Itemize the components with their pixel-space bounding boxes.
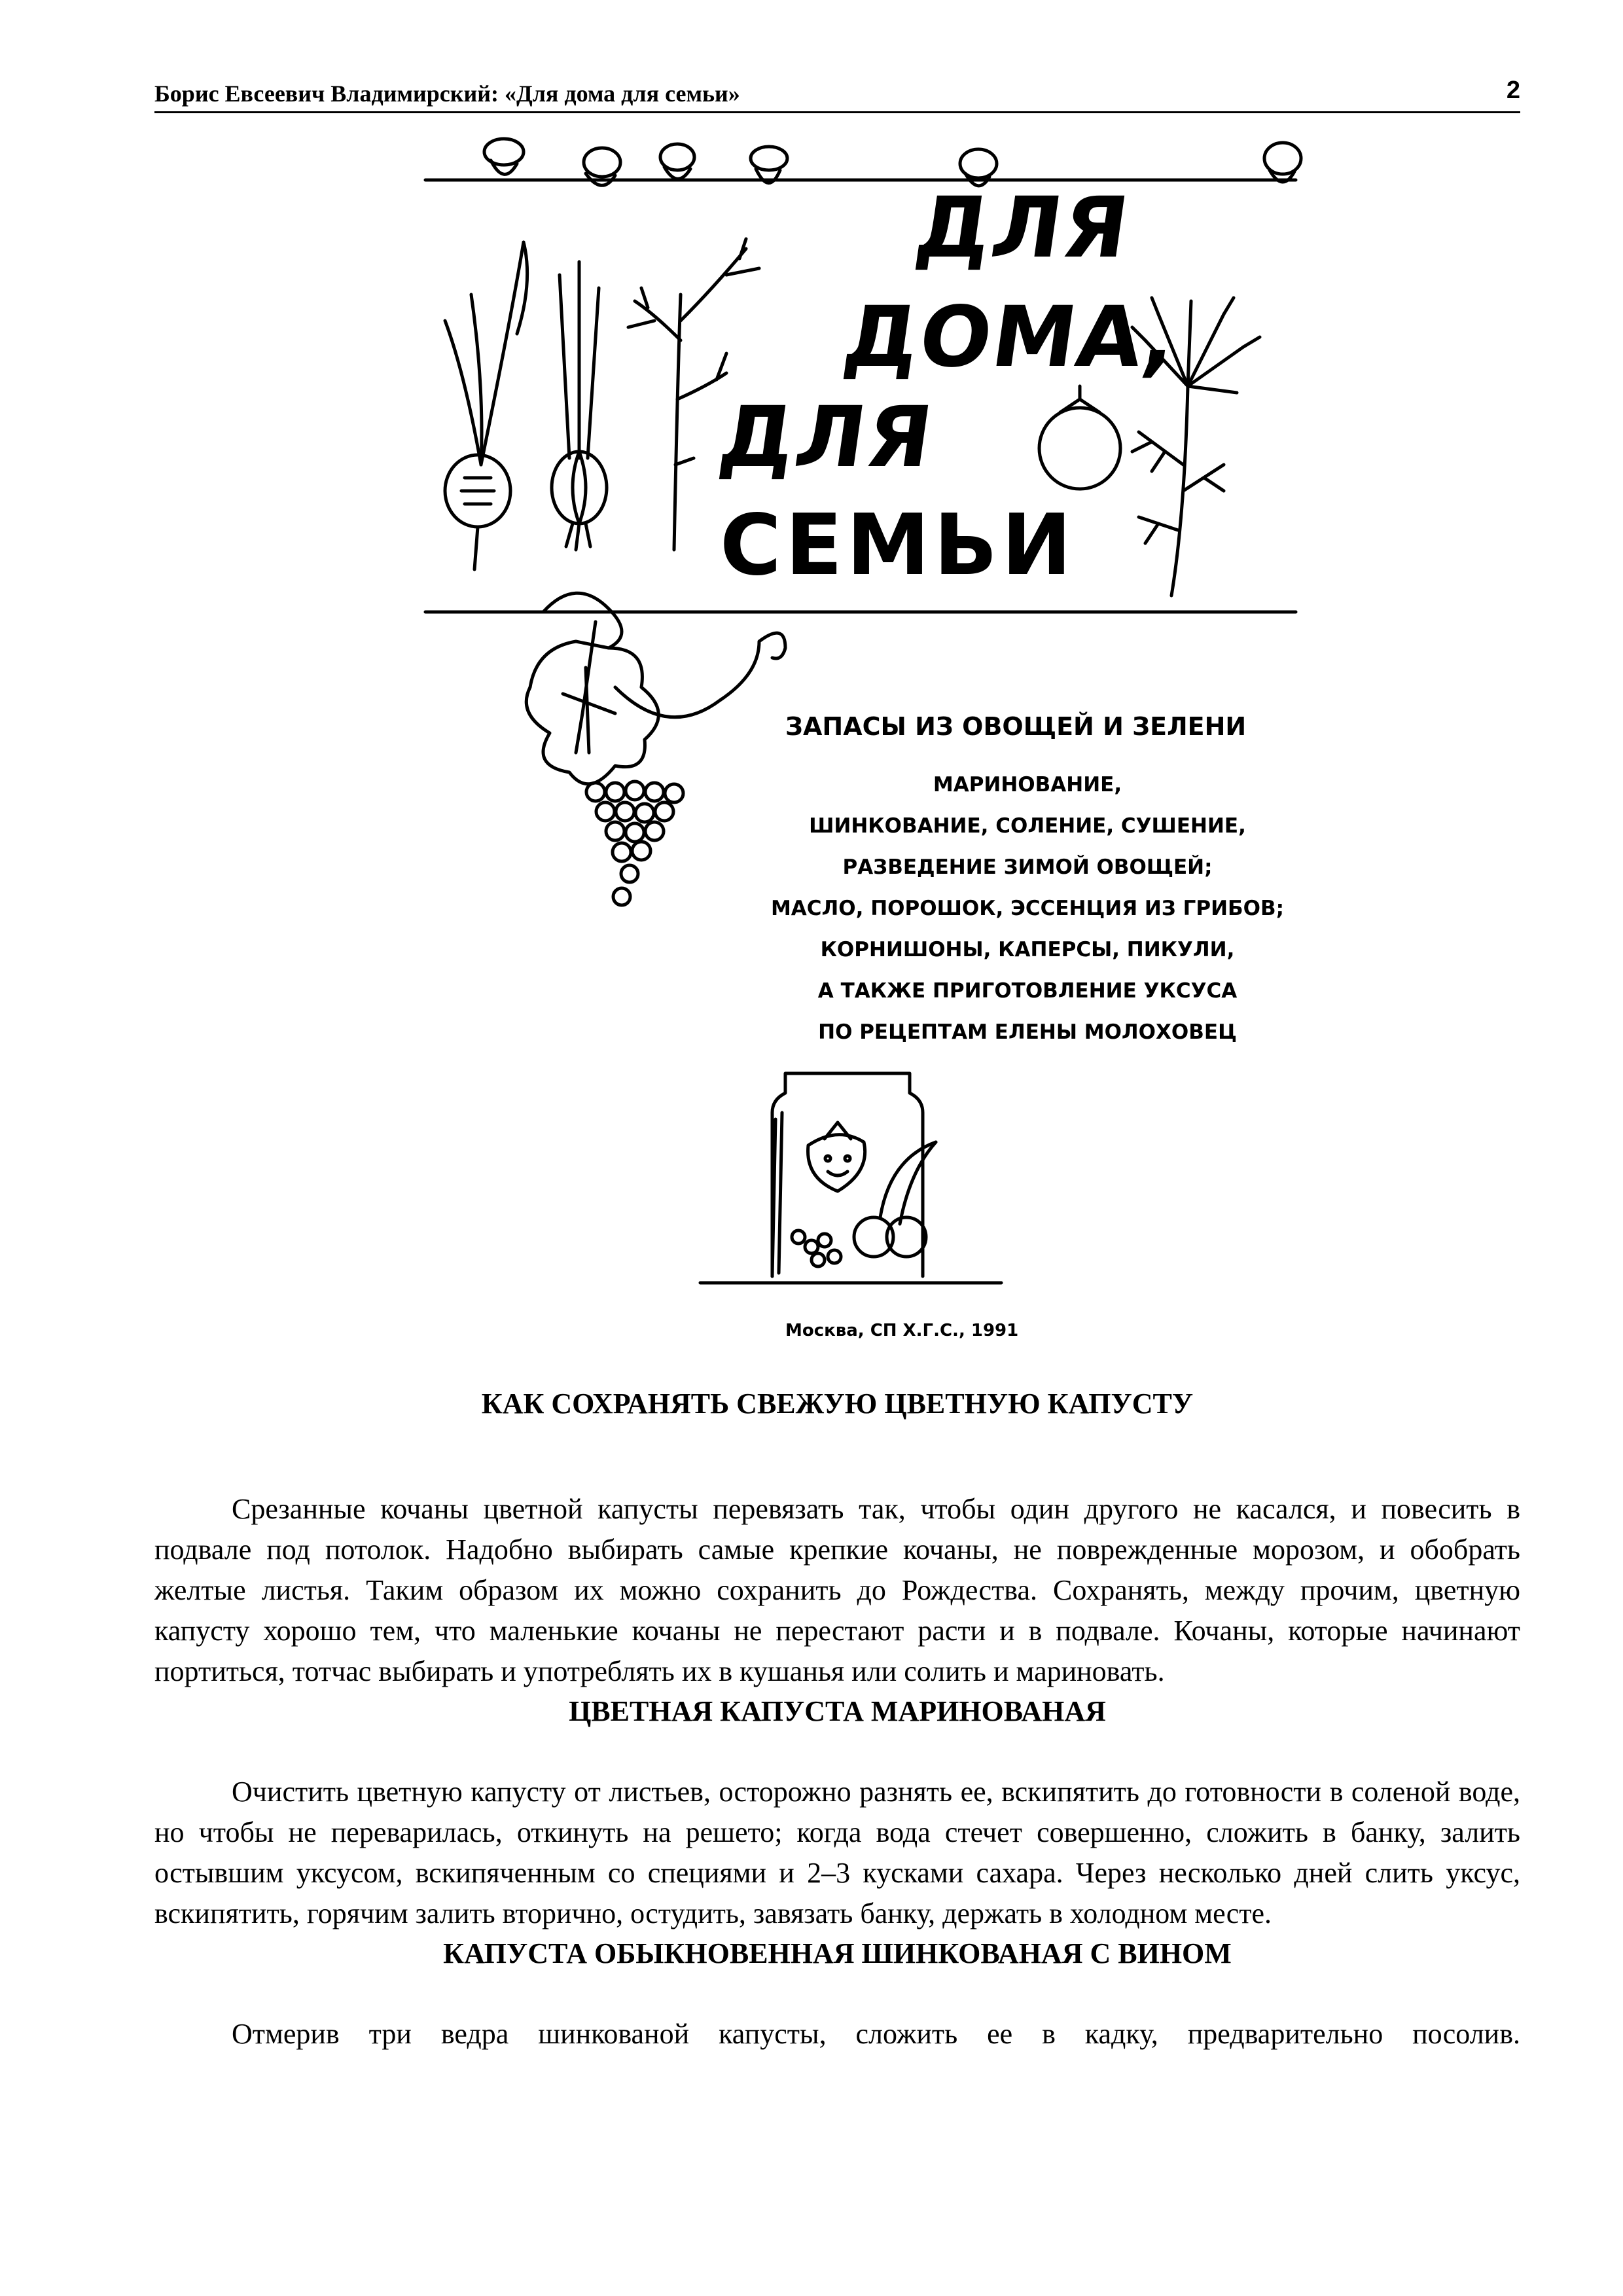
running-header (154, 72, 1520, 113)
section-paragraph: Отмерив три ведра шинкованой капусты, сложить ее в кадку, предварительно посолив. (232, 2018, 1520, 2050)
section-paragraph: Очистить цветную капусту от листьев, осторожно разнять ее, вскипятить до готовности в соленой воде, но чтобы не переварилась, откинуть на решето; когда вода стечет совершенно, сложить в банку, залить остывшим уксусом, вскипяченным со специями и 2–3 кусками сахара. Через несколько дней слить уксус, вскипятить, горячим залить вторично, остудить, завязать банку, держать в холодном месте. (154, 1776, 1520, 1929)
article-body (154, 1384, 1520, 2054)
section-heading: КАК СОХРАНЯТЬ СВЕЖУЮ ЦВЕТНУЮ КАПУСТУ (481, 1388, 1194, 1420)
cover-contents-line: МАСЛО, ПОРОШОК, ЭССЕНЦИЯ ИЗ ГРИБОВ; (770, 897, 1285, 920)
cover-subtitle: ЗАПАСЫ ИЗ ОВОЩЕЙ И ЗЕЛЕНИ (785, 712, 1247, 741)
cover-imprint: Москва, СП Х.Г.С., 1991 (785, 1321, 1019, 1340)
book-cover (419, 124, 1309, 1368)
beet-icon (445, 242, 527, 569)
onion-icon (552, 262, 607, 550)
cover-contents-line: ШИНКОВАНИЕ, СОЛЕНИЕ, СУШЕНИЕ, (809, 814, 1246, 838)
cover-title-line-2: ДОМА, (837, 289, 1184, 386)
section-paragraph: Срезанные кочаны цветной капусты перевязать так, чтобы один другого не касался, и повесить в подвале под потолок. Надобно выбирать самые крепкие кочаны, не поврежденные морозом, и обобрать желтые листья. Таким образом их можно сохранить до Рождества. Сохранять, между прочим, цветную капусту хорошо тем, что маленькие кочаны не перестают расти и в подвале. Кочаны, которые начинают портиться, тотчас выбирать и употреблять их в кушанья или солить и мариновать. (154, 1493, 1520, 1687)
cover-contents-list (726, 764, 1329, 1053)
section-heading: ЦВЕТНАЯ КАПУСТА МАРИНОВАНАЯ (569, 1695, 1106, 1727)
cover-contents-line: А ТАКЖЕ ПРИГОТОВЛЕНИЕ УКСУСА (817, 979, 1238, 1003)
cover-title-line-3: ДЛЯ (713, 389, 940, 486)
cover-title-line-4: СЕМЬИ (720, 497, 1076, 594)
preserve-jar-icon (700, 1073, 1001, 1283)
cover-contents-line: МАРИНОВАНИЕ, (933, 773, 1122, 797)
cover-contents-line: КОРНИШОНЫ, КАПЕРСЫ, ПИКУЛИ, (820, 938, 1235, 961)
mushroom-garland-icon (425, 139, 1301, 186)
cover-contents-line: ПО РЕЦЕПТАМ ЕЛЕНЫ МОЛОХОВЕЦ (818, 1020, 1237, 1044)
section-heading: КАПУСТА ОБЫКНОВЕННАЯ ШИНКОВАНАЯ С ВИНОМ (443, 1937, 1232, 1969)
tomato-icon (1039, 386, 1120, 489)
cover-contents-line: РАЗВЕДЕНИЕ ЗИМОЙ ОВОЩЕЙ; (842, 855, 1213, 879)
cover-title-line-1: ДЛЯ (909, 179, 1136, 277)
running-title: Борис Евсеевич Владимирский: «Для дома для семьи» (154, 81, 740, 107)
page-number: 2 (1506, 77, 1520, 104)
